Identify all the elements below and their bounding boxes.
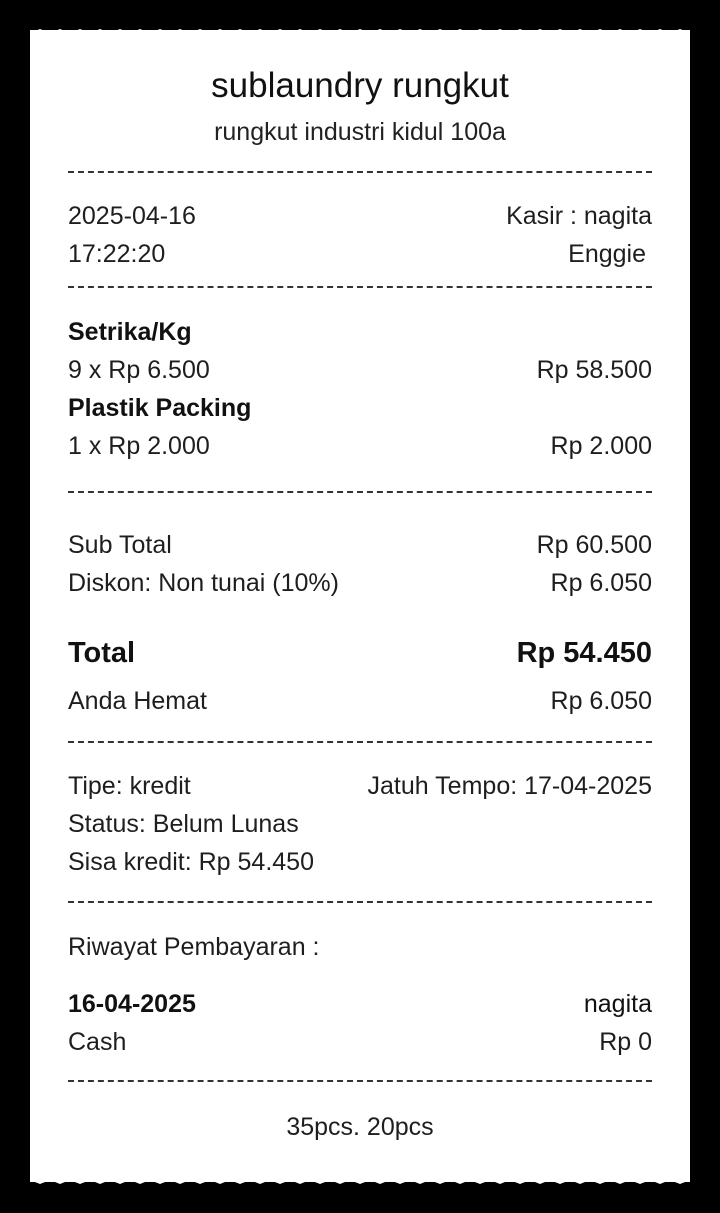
cashier-name: Kasir : nagita xyxy=(506,202,652,230)
dashed-divider xyxy=(68,901,652,903)
dashed-divider xyxy=(68,171,652,173)
history-date: 16-04-2025 xyxy=(68,990,196,1018)
payment-history-title: Riwayat Pembayaran : xyxy=(68,933,320,961)
store-address: rungkut industri kidul 100a xyxy=(214,118,506,146)
receipt-torn-edge-bottom xyxy=(30,1172,690,1186)
history-entry-row xyxy=(68,989,652,1019)
remaining-credit: Sisa kredit: Rp 54.450 xyxy=(68,848,314,876)
dashed-divider xyxy=(68,741,652,743)
dashed-divider xyxy=(68,286,652,288)
savings-label: Anda Hemat xyxy=(68,687,207,715)
time-customer-row xyxy=(68,239,652,269)
customer-name: Enggie xyxy=(568,240,646,268)
item-name: Plastik Packing xyxy=(68,394,252,422)
item-price-row xyxy=(68,355,652,385)
dashed-divider xyxy=(68,1080,652,1082)
savings-row xyxy=(68,686,652,716)
discount-label: Diskon: Non tunai (10%) xyxy=(68,569,339,597)
item-qty-price: 9 x Rp 6.500 xyxy=(68,356,210,384)
history-user: nagita xyxy=(583,990,652,1018)
total-row xyxy=(68,636,652,670)
item-name-row xyxy=(68,393,652,423)
item-amount: Rp 2.000 xyxy=(550,432,652,460)
item-name: Setrika/Kg xyxy=(68,318,192,346)
subtotal-label: Sub Total xyxy=(68,531,172,559)
due-date: Jatuh Tempo: 17-04-2025 xyxy=(367,772,652,800)
payment-type: Tipe: kredit xyxy=(68,772,191,800)
history-amount: Rp 0 xyxy=(599,1028,652,1056)
payment-type-row xyxy=(68,771,652,801)
total-value: Rp 54.450 xyxy=(516,637,652,669)
footer-note: 35pcs. 20pcs xyxy=(286,1113,434,1141)
discount-row xyxy=(68,568,652,598)
history-entry-row xyxy=(68,1027,652,1057)
store-name: sublaundry rungkut xyxy=(211,66,509,105)
dashed-divider xyxy=(68,491,652,493)
transaction-date: 2025-04-16 xyxy=(68,202,196,230)
receipt-paper xyxy=(30,30,690,1182)
item-name-row xyxy=(68,317,652,347)
total-label: Total xyxy=(68,637,136,669)
item-qty-price: 1 x Rp 2.000 xyxy=(68,432,210,460)
discount-value: Rp 6.050 xyxy=(550,569,652,597)
subtotal-value: Rp 60.500 xyxy=(536,531,652,559)
subtotal-row xyxy=(68,530,652,560)
transaction-time: 17:22:20 xyxy=(68,240,166,268)
item-price-row xyxy=(68,431,652,461)
payment-status: Status: Belum Lunas xyxy=(68,810,299,838)
savings-value: Rp 6.050 xyxy=(550,687,652,715)
item-amount: Rp 58.500 xyxy=(536,356,652,384)
history-method: Cash xyxy=(68,1028,127,1056)
date-cashier-row xyxy=(68,201,652,231)
